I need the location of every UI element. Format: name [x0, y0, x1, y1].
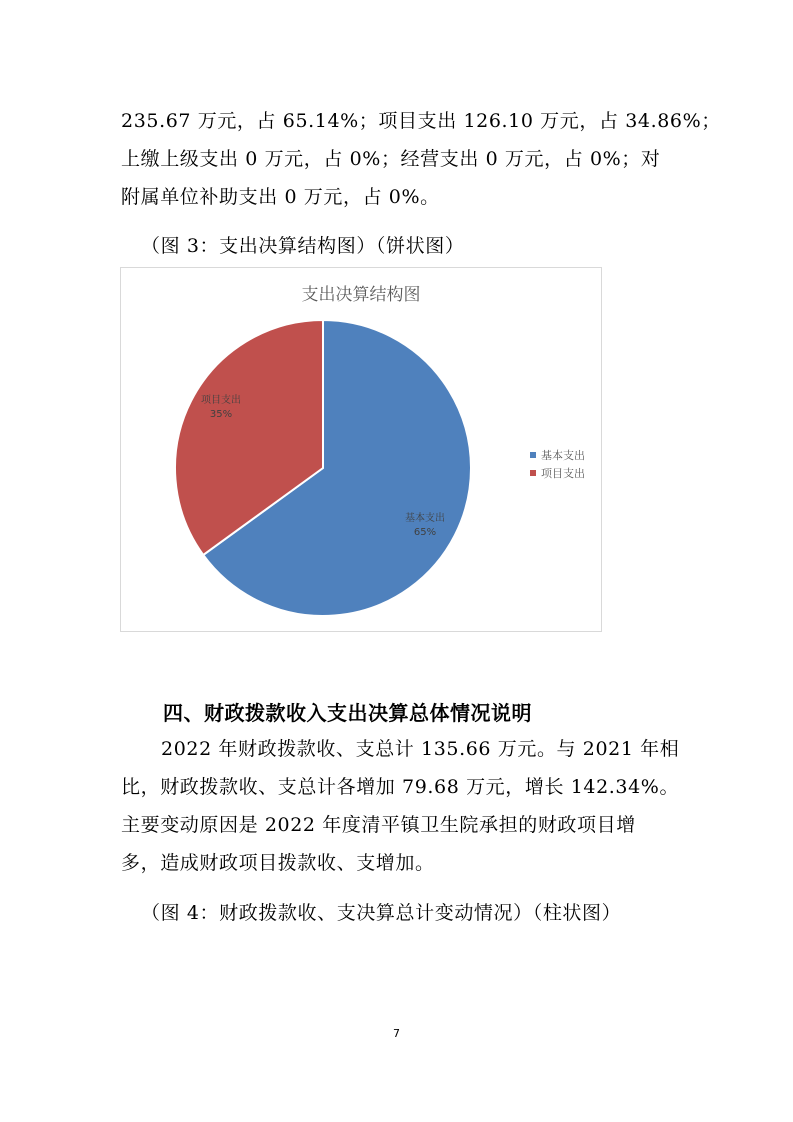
page-number: 7 — [393, 1027, 400, 1040]
text-line: 多，造成财政项目拨款收、支增加。 — [121, 852, 435, 874]
legend-swatch-basic — [530, 452, 536, 458]
paragraph-expenditure-summary — [121, 102, 721, 216]
slice-category-label: 基本支出 — [405, 513, 445, 524]
paragraph-section-4 — [121, 730, 681, 882]
text-line: 主要变动原因是 2022 年度清平镇卫生院承担的财政项目增 — [121, 814, 636, 836]
pie-chart-svg — [121, 268, 601, 631]
figure-3-caption: （图 3：支出决算结构图）（饼状图） — [141, 235, 465, 257]
text-line: 235.67 万元，占 65.14%；项目支出 126.10 万元，占 34.86%； — [121, 110, 721, 132]
pie-chart — [120, 267, 602, 632]
section-4-heading: 四、财政拨款收入支出决算总体情况说明 — [163, 701, 532, 725]
legend-swatch-project — [530, 470, 536, 476]
legend-item-project — [530, 464, 585, 482]
chart-legend — [530, 446, 585, 482]
legend-item-basic — [530, 446, 585, 464]
text-line: 2022 年财政拨款收、支总计 135.66 万元。与 2021 年相 — [161, 738, 680, 760]
slice-category-label: 项目支出 — [201, 395, 241, 406]
figure-4-caption: （图 4：财政拨款收、支决算总计变动情况）（柱状图） — [141, 902, 622, 924]
slice-percent-label: 65% — [413, 527, 437, 538]
text-line: 比，财政拨款收、支总计各增加 79.68 万元，增长 142.34%。 — [121, 776, 680, 798]
legend-label-project: 项目支出 — [541, 467, 585, 480]
slice-percent-label: 35% — [209, 409, 233, 420]
text-line: 附属单位补助支出 0 万元，占 0%。 — [121, 186, 440, 208]
legend-label-basic: 基本支出 — [541, 449, 585, 462]
text-line: 上缴上级支出 0 万元，占 0%；经营支出 0 万元，占 0%；对 — [121, 148, 661, 170]
chart-title: 支出决算结构图 — [301, 285, 421, 305]
